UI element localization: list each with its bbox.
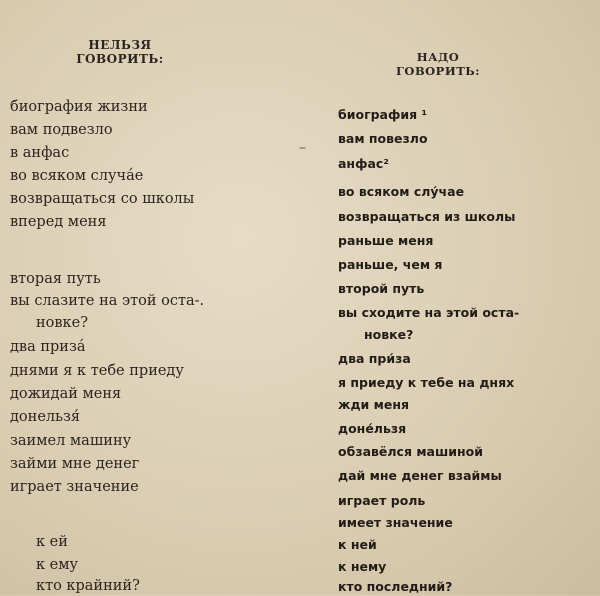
correct-phrase: два при́за — [338, 351, 411, 366]
correct-phrase: вы сходите на этой оста- — [338, 305, 520, 320]
correct-phrase: к нему — [338, 559, 387, 574]
correct-phrase: во всяком слу́чае — [338, 184, 465, 199]
right-header-line-1: НАДО — [416, 50, 460, 64]
correct-phrase: я приеду к тебе на днях — [338, 375, 515, 390]
wrong-phrase: вам подвезло — [10, 122, 113, 138]
correct-phrase: анфас² — [338, 156, 389, 171]
wrong-phrase: вторая путь — [10, 271, 101, 287]
correct-phrase: к ней — [338, 537, 377, 552]
right-header-line-2: ГОВОРИТЬ: — [395, 64, 480, 78]
wrong-phrase-continuation: новке? — [36, 315, 88, 331]
correct-phrase: имеет значение — [338, 515, 453, 530]
wrong-phrase: в анфас — [10, 145, 70, 161]
wrong-phrase: играет значение — [10, 479, 139, 495]
correct-phrase: биография ¹ — [338, 107, 428, 122]
wrong-phrase: биография жизни — [10, 99, 148, 115]
correct-phrase: дай мне денег взаймы — [338, 468, 502, 483]
correct-phrase: вам повезло — [338, 131, 428, 146]
wrong-phrase: донельзя́ — [10, 409, 81, 425]
correct-phrase-continuation: новке? — [364, 327, 414, 342]
wrong-phrase: два призá — [10, 339, 86, 355]
wrong-phrase: кто крайний? — [36, 578, 140, 594]
correct-phrase: обзавёлся машиной — [338, 444, 484, 459]
wrong-phrase: к ему — [36, 557, 79, 573]
correct-phrase: жди меня — [338, 397, 410, 412]
left-header-line-2: ГОВОРИТЬ: — [76, 52, 164, 66]
wrong-phrase: дожидай меня — [10, 386, 122, 402]
left-header-line-1: НЕЛЬЗЯ — [88, 38, 152, 52]
wrong-phrase: возвращаться со школы — [10, 191, 195, 207]
correct-phrase: раньше, чем я — [338, 257, 443, 272]
correct-phrase: кто последний? — [338, 579, 453, 594]
wrong-phrase: вы слазите на этой оста-. — [10, 293, 205, 309]
wrong-phrase: займи мне денег — [10, 456, 140, 472]
correct-phrase: возвращаться из школы — [338, 209, 516, 224]
correct-phrase: доне́льзя — [338, 421, 407, 436]
left-header — [60, 38, 180, 66]
correct-phrase: второй путь — [338, 281, 425, 296]
wrong-phrase: заимел машину — [10, 433, 132, 449]
correct-phrase: играет роль — [338, 493, 426, 508]
dash-mark: – — [299, 140, 306, 156]
right-header — [383, 50, 493, 78]
wrong-phrase: вперед меня — [10, 214, 107, 230]
wrong-phrase: к ей — [36, 534, 68, 550]
correct-phrase: раньше меня — [338, 233, 434, 248]
wrong-phrase: днями я к тебе приеду — [10, 363, 184, 379]
wrong-phrase: во всяком случáе — [10, 168, 144, 184]
